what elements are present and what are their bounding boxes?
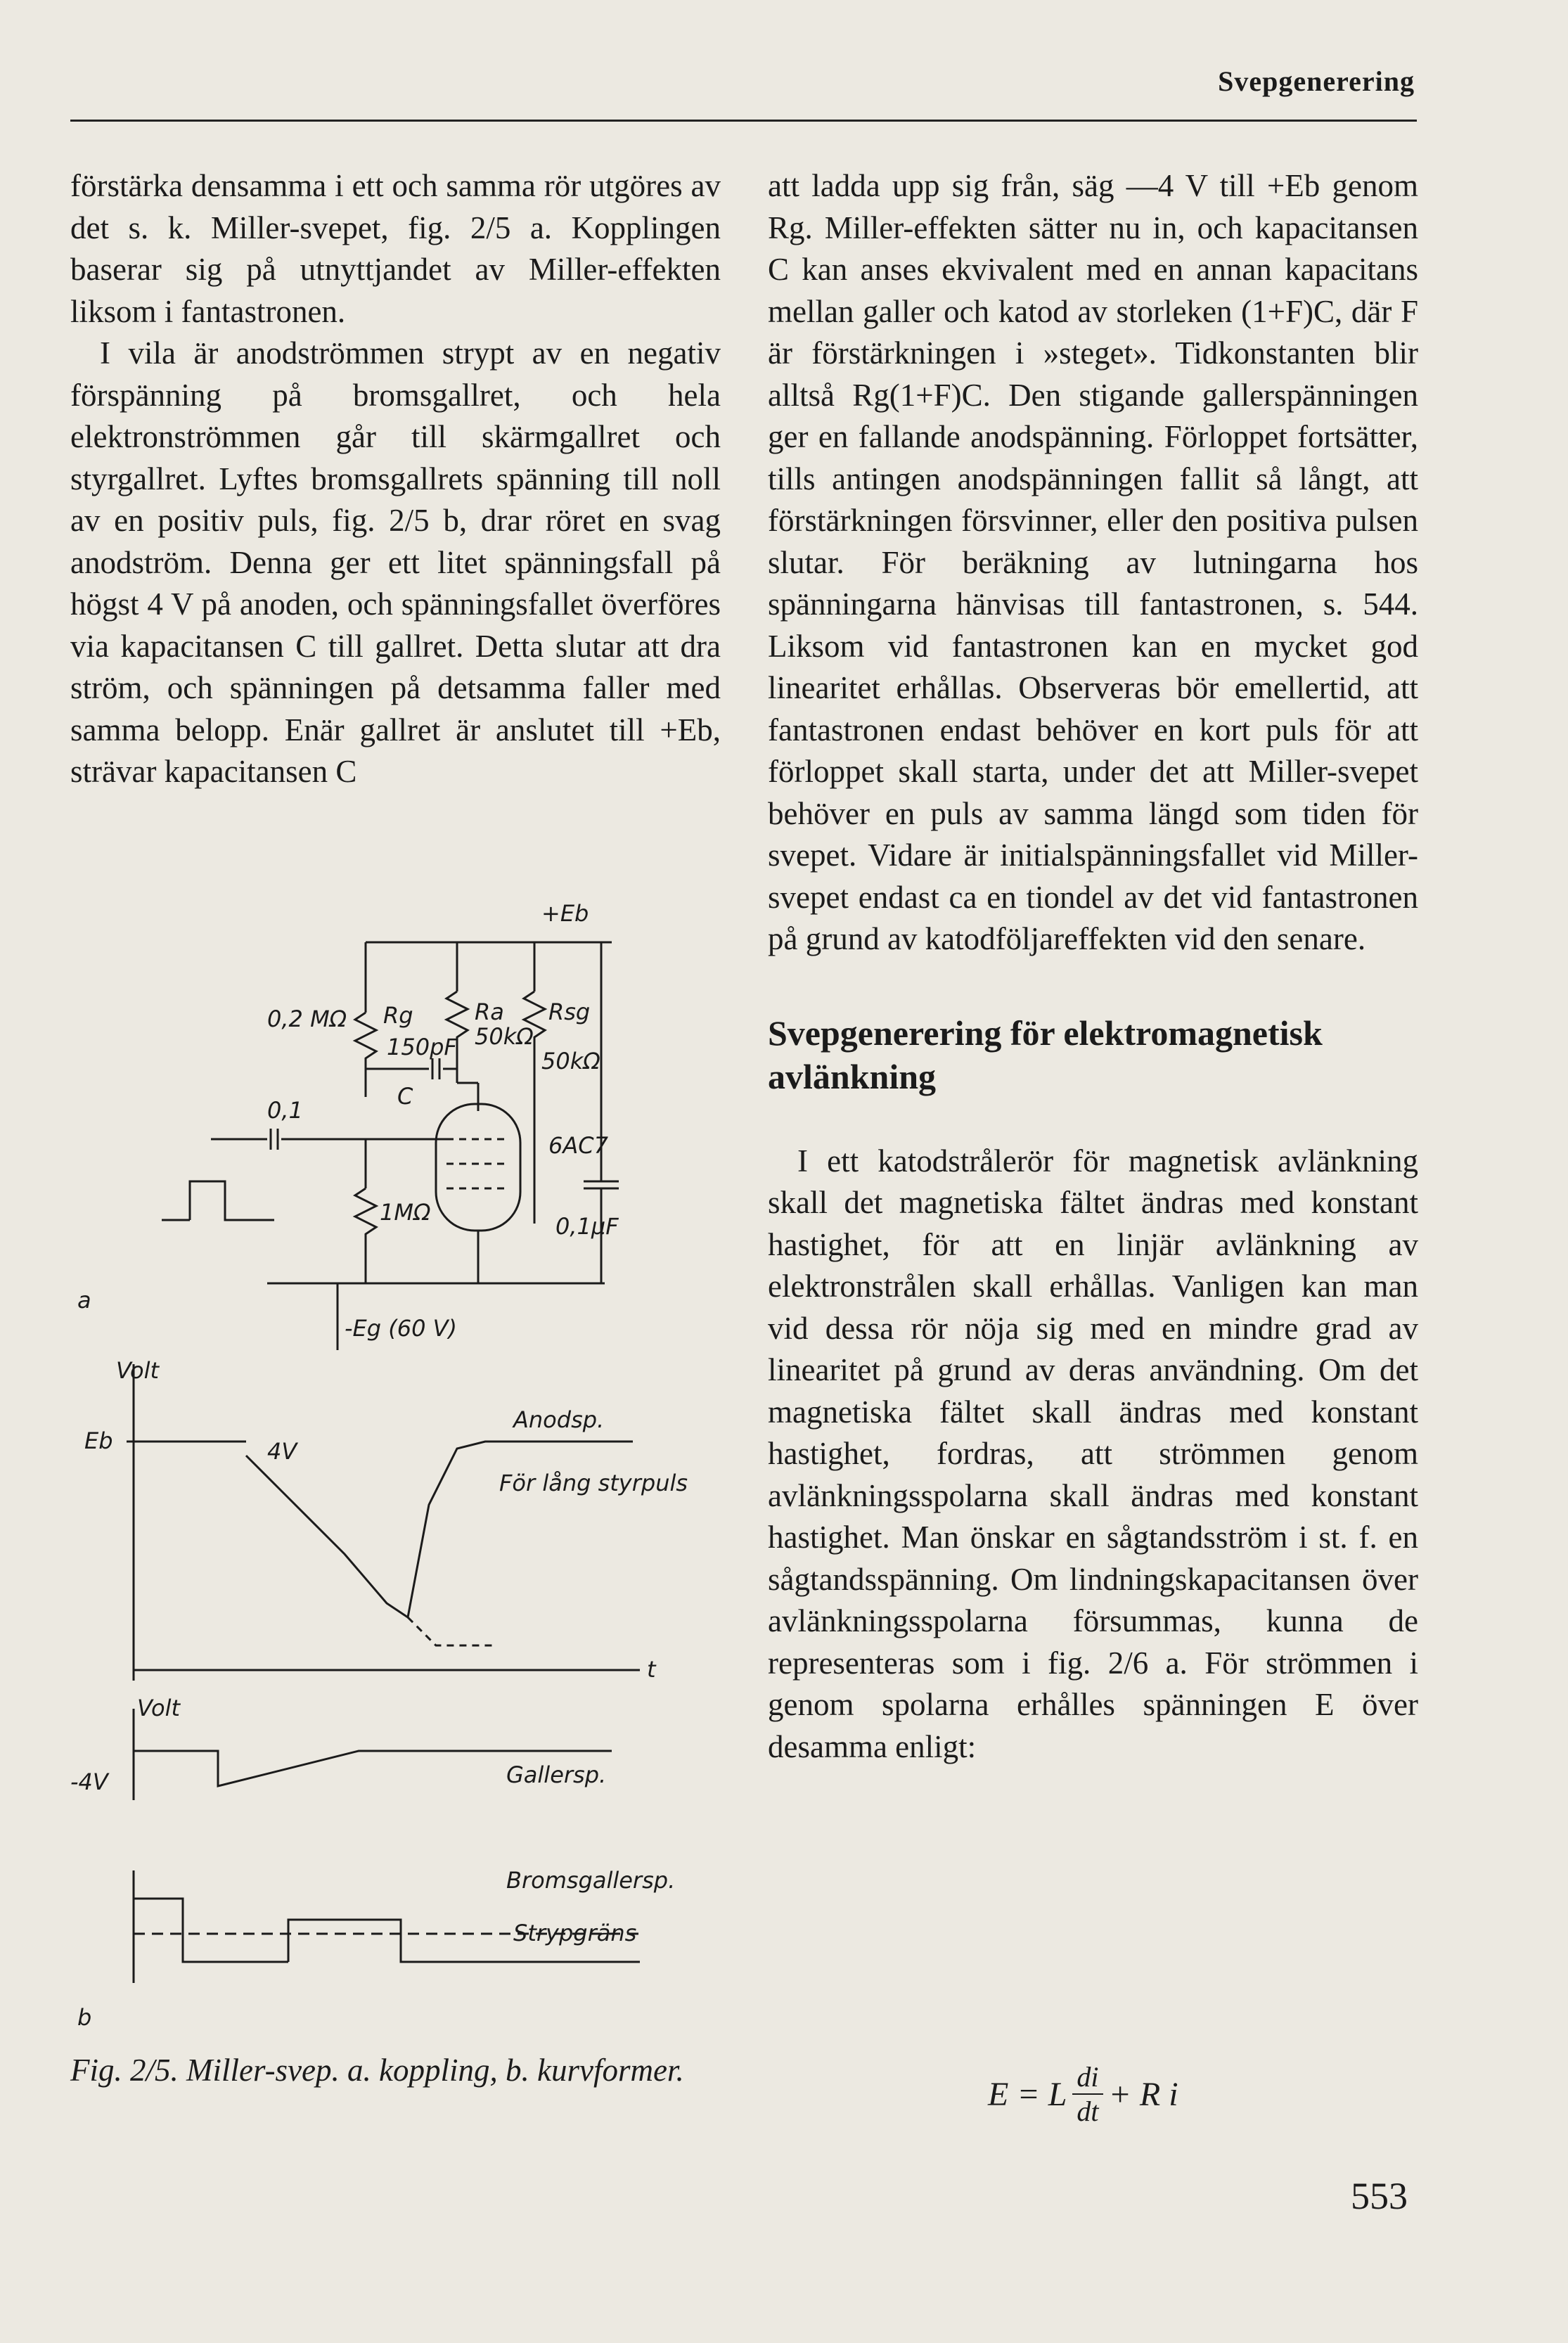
label-cap-c: C <box>397 1083 413 1110</box>
section-title: Svepgenerering för elektromagnetisk avlänkning <box>768 1013 1323 1096</box>
label-volt-1: Volt <box>116 1357 160 1384</box>
equation-fraction <box>1072 2060 1103 2128</box>
equation <box>988 2060 1178 2128</box>
equation-denominator: dt <box>1077 2095 1099 2127</box>
label-suppressor: Bromsgallersp. <box>506 1867 676 1894</box>
label-anode: Anodsp. <box>513 1406 605 1433</box>
label-r-grid: Rg <box>383 1002 413 1029</box>
label-long-pulse: För lång styrpuls <box>499 1470 688 1496</box>
label-volt-2: Volt <box>137 1695 181 1721</box>
label-eb: Eb <box>84 1427 113 1454</box>
label-bypass-cap: 0,1µF <box>555 1213 619 1240</box>
equation-lhs: E = L <box>988 2075 1067 2113</box>
section-paragraph-1: I ett katodstrålerör för magnetisk avlänkning skall det magnetiska fältet ändras med konstant hastighet, för att en linjär avlänkning av elektronstrålen skall erhållas. Vanligen kan man vid dessa rör nöja sig med en mindre grad av linearitet på grund av deras användning. Om det magnetiska fältet skall ändras med konstant hastighet, fordras, att strömmen genom avlänkningsspolarna skall ändras med konstant hastighet. Man önskar en sågtandsström i st. f. en sågtandsspänning. Om lindningskapacitansen över avlänkningsspolarna försummas, kunna de representeras som i fig. 2/6 a. För strömmen i genom spolarna erhålles spänningen E över desamma enligt: <box>768 1143 1418 1764</box>
left-paragraph-2: I vila är anodströmmen strypt av en negativ förspänning på bromsgallret, och hela elektronströmmen går till skärmgallret och styrgallret. Lyftes bromsgallrets spänning till noll av en positiv puls, fig. 2/5 b, drar röret en svag anodström. Denna ger ett litet spänningsfall på högst 4 V på anoden, och spänningsfallet överföres via kapacitansen C till gallret. Detta slutar att dra ström, och spänningen på detsamma faller med samma belopp. Enär gallret är anslutet till +Eb, strävar kapacitansen C <box>70 335 721 789</box>
right-column <box>768 165 1418 1768</box>
header-rule <box>70 120 1417 122</box>
equation-rhs: + R i <box>1108 2075 1178 2113</box>
label-t-1: t <box>647 1656 656 1683</box>
label-minus-4v: -4V <box>70 1769 108 1795</box>
label-4v: 4V <box>267 1438 297 1465</box>
label-cutoff: Strypgräns <box>513 1920 637 1946</box>
label-neg-supply: -Eg (60 V) <box>345 1315 457 1342</box>
label-supply: +Eb <box>541 900 589 927</box>
running-head: Svepgenerering <box>1218 65 1415 97</box>
label-part-b: b <box>77 2004 92 2031</box>
label-cap-value: 150pF <box>387 1034 457 1060</box>
label-grid: Gallersp. <box>506 1761 607 1788</box>
figure-drawing <box>63 886 731 2053</box>
figure-2-5 <box>63 886 731 2053</box>
page-number: 553 <box>1351 2175 1408 2217</box>
label-r-screen-value: 50kΩ <box>541 1048 600 1074</box>
label-r-anode: Ra <box>475 999 504 1025</box>
right-paragraph-1: att ladda upp sig från, säg —4 V till +Eb genom Rg. Miller-effekten sätter nu in, och kapacitansen C kan anses ekvivalent med en annan kapacitans mellan galler och katod av storleken (1+F)C, där F är förstärkningen i »steget». Tidkonstanten blir alltså Rg(1+F)C. Den stigande gallerspänningen ger en fallande anodspänning. Förloppet fortsätter, tills antingen anodspänningen fallit så långt, att förstärkningen försvinner, eller den positiva pulsen slutar. För beräkning av lutningarna hos spänningarna hänvisas till fantastronen, s. 544. Liksom vid fantastronen kan en mycket god linearitet erhållas. Observeras bör emellertid, att fantastronen endast behöver en kort puls för att förloppet skall starta, under det att Miller-svepet behöver en puls av samma längd som tiden för svepet. Vidare är initialspänningsfallet vid Miller-svepet endast ca en tiondel av det vid fantastronen på grund av katodföljareffekten vid den senare. <box>768 168 1418 956</box>
label-r-screen: Rsg <box>548 999 591 1025</box>
label-tube: 6AC7 <box>548 1132 608 1159</box>
label-part-a: a <box>77 1287 91 1314</box>
figure-caption: Fig. 2/5. Miller-svep. a. koppling, b. kurvformer. <box>70 2053 684 2088</box>
equation-numerator: di <box>1072 2060 1103 2095</box>
left-paragraph-1: förstärka densamma i ett och samma rör utgöres av det s. k. Miller-svepet, fig. 2/5 a. Kopplingen baserar sig på utnyttjandet av Miller-effekten liksom i fantastronen. <box>70 168 721 329</box>
left-column <box>70 165 721 793</box>
label-r-suppressor: 1MΩ <box>380 1199 431 1226</box>
label-coupling-cap: 0,1 <box>267 1097 303 1124</box>
label-r-anode-value: 50kΩ <box>475 1023 534 1050</box>
label-r-grid-value: 0,2 MΩ <box>267 1006 347 1032</box>
